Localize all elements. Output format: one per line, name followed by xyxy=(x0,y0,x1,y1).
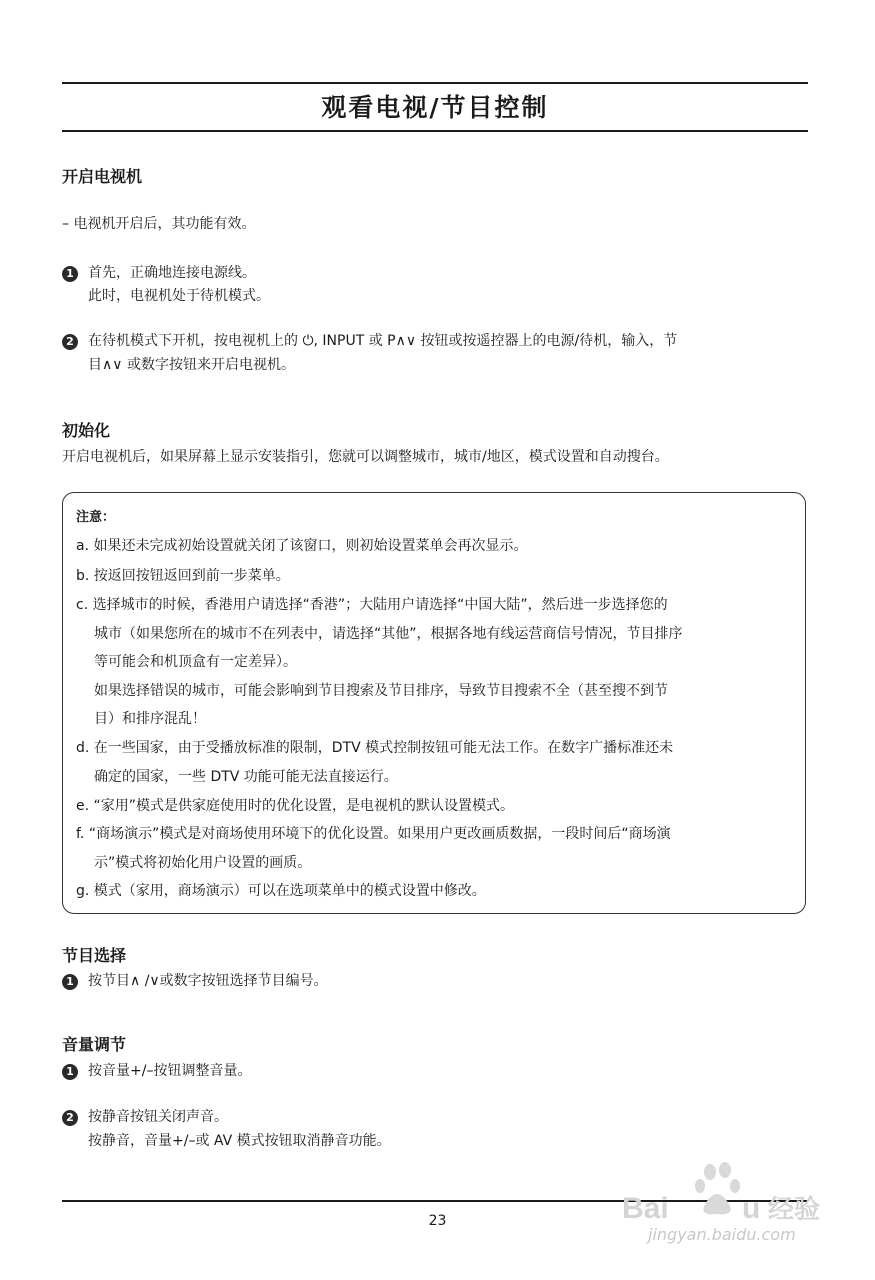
power-on-intro: – 电视机开启后，其功能有效。 xyxy=(62,216,256,232)
section-heading-power-on: 开启电视机 xyxy=(62,167,143,186)
svg-text:u: u xyxy=(742,1192,761,1225)
note-c1: c. 选择城市的时候，香港用户请选择“香港”；大陆用户请选择“中国大陆”，然后进一步选择您的 xyxy=(76,597,668,613)
note-d1: d. 在一些国家，由于受播放标准的限制，DTV 模式控制按钮可能无法工作。在数字广播标准还未 xyxy=(76,740,674,756)
power-step2-line2: 目∧∨ 或数字按钮来开启电视机。 xyxy=(88,357,295,373)
svg-text:Bai: Bai xyxy=(622,1192,669,1225)
power-step2-line1: 在待机模式下开机，按电视机上的 ⏻, INPUT 或 P∧∨ 按钮或按遥控器上的电源/待机，输入，节 xyxy=(88,333,678,349)
step-number-icon: 2 xyxy=(62,1110,78,1126)
note-c2: 城市（如果您所在的城市不在列表中，请选择“其他”，根据各地有线运营商信号情况，节目排序 xyxy=(94,626,683,642)
note-label: 注意： xyxy=(76,510,116,525)
note-c4: 如果选择错误的城市，可能会影响到节目搜索及节目排序，导致节目搜索不全（甚至搜不到节 xyxy=(94,683,668,699)
note-f1: f. “商场演示”模式是对商场使用环境下的优化设置。如果用户更改画质数据，一段时间后“商场演 xyxy=(76,826,671,842)
top-rule xyxy=(62,82,808,84)
note-c3: 等可能会和机顶盒有一定差异）。 xyxy=(94,654,297,670)
note-d2: 确定的国家，一些 DTV 功能可能无法直接运行。 xyxy=(94,769,398,785)
step-number-icon: 1 xyxy=(62,974,78,990)
volume-step2-line1: 按静音按钮关闭声音。 xyxy=(88,1109,228,1125)
note-a: a. 如果还未完成初始设置就关闭了该窗口，则初始设置菜单会再次显示。 xyxy=(76,538,528,554)
power-step1-line2: 此时，电视机处于待机模式。 xyxy=(88,288,270,304)
section-heading-channel: 节目选择 xyxy=(62,946,127,965)
step-number-icon: 1 xyxy=(62,1064,78,1080)
note-f2: 示”模式将初始化用户设置的画质。 xyxy=(94,855,312,871)
volume-step1: 按音量+/–按钮调整音量。 xyxy=(88,1063,252,1079)
channel-step1: 按节目∧ /∨或数字按钮选择节目编号。 xyxy=(88,973,328,989)
note-e: e. “家用”模式是供家庭使用时的优化设置，是电视机的默认设置模式。 xyxy=(76,798,515,814)
step-number-icon: 1 xyxy=(62,266,78,282)
step-number-icon: 2 xyxy=(62,334,78,350)
title-underline xyxy=(62,130,808,132)
power-step1-line1: 首先，正确地连接电源线。 xyxy=(88,265,256,281)
section-heading-init: 初始化 xyxy=(62,421,111,440)
note-g: g. 模式（家用，商场演示）可以在选项菜单中的模式设置中修改。 xyxy=(76,883,486,899)
note-c5: 目）和排序混乱！ xyxy=(94,711,206,727)
section-heading-volume: 音量调节 xyxy=(62,1035,127,1054)
watermark-url: jingyan.baidu.com xyxy=(648,1225,796,1244)
note-b: b. 按返回按钮返回到前一步菜单。 xyxy=(76,568,290,584)
page-number: 23 xyxy=(428,1213,447,1229)
svg-text:经验: 经验 xyxy=(768,1195,821,1225)
volume-step2-line2: 按静音，音量+/–或 AV 模式按钮取消静音功能。 xyxy=(88,1133,391,1149)
page-title: 观看电视/节目控制 xyxy=(321,93,549,122)
init-text: 开启电视机后，如果屏幕上显示安装指引，您就可以调整城市，城市/地区，模式设置和自动搜台。 xyxy=(62,449,669,465)
